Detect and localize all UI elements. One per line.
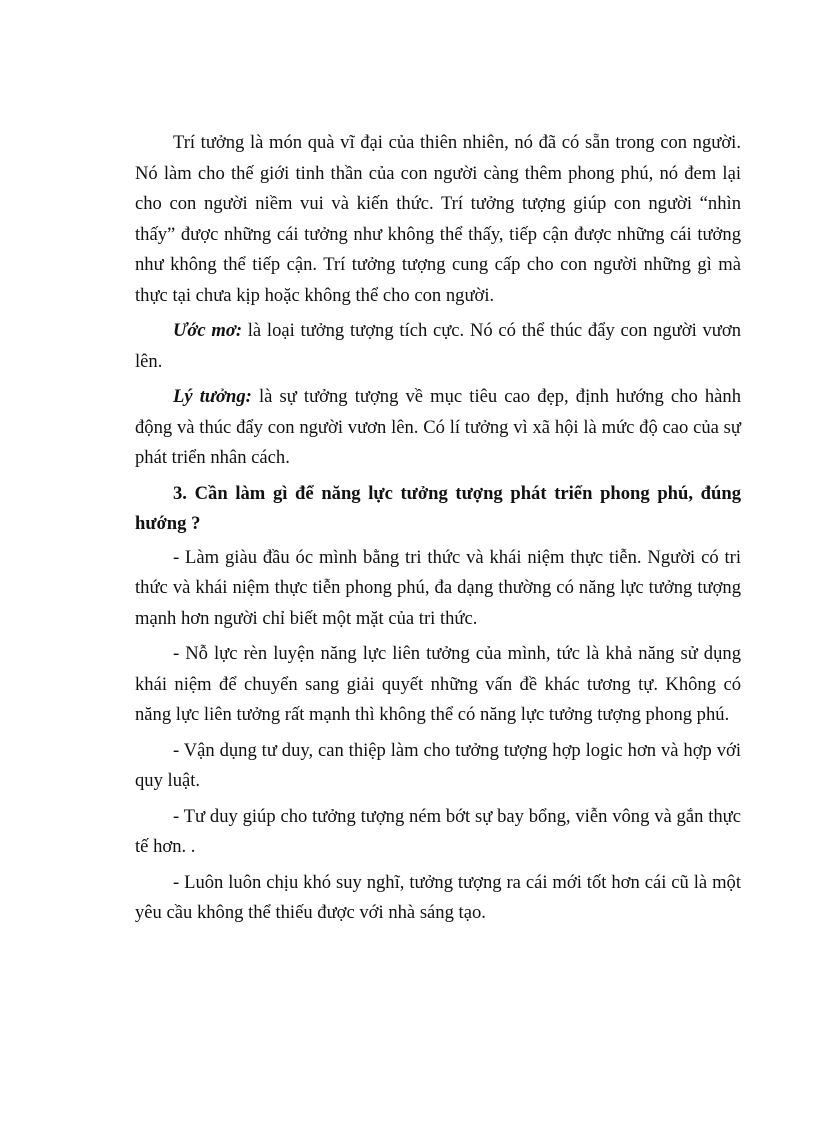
- section-heading: 3. Cần làm gì để năng lực tưởng tượng phát triển phong phú, đúng hướng ?: [135, 482, 741, 534]
- uoc-mo-term: Ước mơ:: [173, 320, 243, 341]
- ly-tuong-text: là sự tưởng tượng về mục tiêu cao đẹp, định hướng cho hành động và thúc đẩy con người vươn lên. Có lí tưởng vì xã hội là mức độ cao của sự phát triển nhân cách.: [135, 386, 741, 468]
- ly-tuong-term: Lý tưởng:: [173, 386, 252, 407]
- uoc-mo-paragraph: [135, 316, 741, 377]
- bullet-paragraph: - Tư duy giúp cho tưởng tượng ném bớt sự bay bổng, viễn vông và gắn thực tế hơn. .: [135, 805, 741, 857]
- bullet-paragraph: - Vận dụng tư duy, can thiệp làm cho tưởng tượng hợp logic hơn và hợp với quy luật.: [135, 739, 741, 791]
- bullet-paragraph: - Nỗ lực rèn luyện năng lực liên tưởng của mình, tức là khả năng sử dụng khái niệm để chuyển sang giải quyết những vấn đề khác tương tự. Không có năng lực liên tưởng rất mạnh thì không thể có năng lực tưởng tượng phong phú.: [135, 643, 741, 725]
- ly-tuong-paragraph: [135, 382, 741, 474]
- uoc-mo-text: là loại tưởng tượng tích cực. Nó có thể thúc đẩy con người vươn lên.: [135, 320, 741, 372]
- intro-paragraph: Trí tưởng là món quà vĩ đại của thiên nhiên, nó đã có sẵn trong con người. Nó làm cho thế giới tinh thần của con người càng thêm phong phú, nó đem lại cho con người niềm vui và kiến thức. Trí tưởng tượng giúp con người “nhìn thấy” được những cái tưởng như không thể thấy, tiếp cận được những cái tưởng như không thể tiếp cận. Trí tưởng tượng cung cấp cho con người những gì mà thực tại chưa kịp hoặc không thể cho con người.: [135, 132, 741, 306]
- document-body: [135, 128, 741, 934]
- bullet-paragraph: - Làm giàu đầu óc mình bằng tri thức và khái niệm thực tiễn. Người có tri thức và khái niệm thực tiễn phong phú, đa dạng thường có năng lực tưởng tượng mạnh hơn người chỉ biết một mặt của tri thức.: [135, 546, 741, 629]
- bullet-paragraph: - Luôn luôn chịu khó suy nghĩ, tưởng tượng ra cái mới tốt hơn cái cũ là một yêu cầu không thể thiếu được với nhà sáng tạo.: [135, 871, 741, 923]
